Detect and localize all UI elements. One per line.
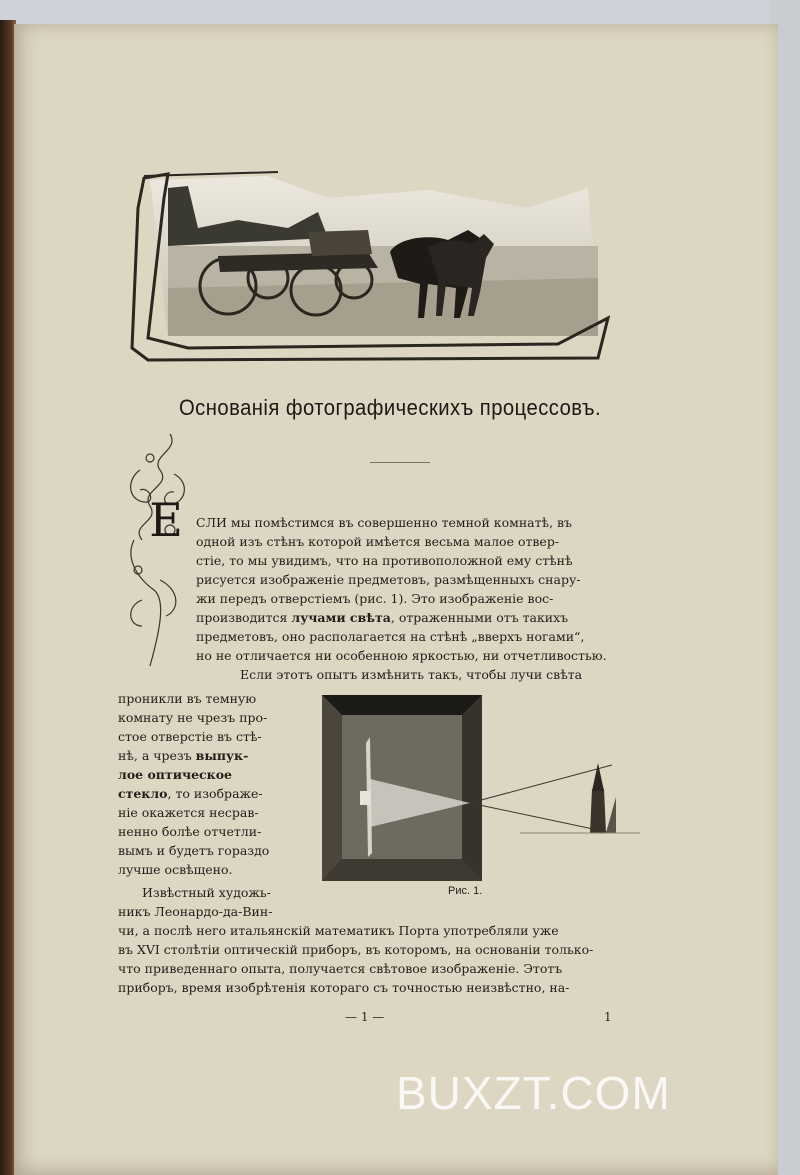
text-line-with-bold	[196, 609, 568, 626]
text-line: въ XVI столѣтіи оптическій приборъ, въ которомъ, на основаніи только-	[118, 942, 594, 957]
text-line: но не отличается ни особенною яркостью, ни отчетливостью.	[196, 648, 607, 663]
text-line-bold	[118, 766, 232, 783]
page-title: Основанія фотографическихъ процессовъ.	[178, 395, 602, 420]
text-line: рисуется изображеніе предметовъ, размѣщенныхъ снару-	[196, 572, 581, 587]
text-line: комнату не чрезъ про-	[118, 710, 268, 725]
text-line: жи передъ отверстіемъ (рис. 1). Это изображеніе вос-	[196, 591, 554, 606]
bold-term: лучами свѣта	[291, 610, 391, 625]
text-line: чи, а послѣ него итальянскій математикъ Порта употребляли уже	[118, 923, 559, 938]
text-line: что приведеннаго опыта, получается свѣтовое изображеніе. Этотъ	[118, 961, 563, 976]
text-line-with-bold	[118, 785, 263, 802]
text-line: никъ Леонардо-да-Вин-	[118, 904, 273, 919]
bold-term: стекло	[118, 786, 168, 801]
text-run: , то изображе-	[167, 786, 263, 801]
bold-term: лое оптическое	[118, 767, 232, 782]
text-line: ніе окажется несрав-	[118, 805, 259, 820]
bold-term: выпук-	[195, 748, 249, 763]
text-line: Извѣстный художь-	[142, 885, 271, 900]
title-divider	[370, 462, 430, 463]
text-line: ненно болѣе отчетли-	[118, 824, 262, 839]
text-line: Если этотъ опытъ измѣнить такъ, чтобы лучи свѣта	[240, 667, 583, 682]
text-run: нѣ, а чрезъ	[118, 748, 192, 763]
floral-ornament-icon	[120, 430, 192, 670]
text-line: стіе, то мы увидимъ, что на противоположной ему стѣнѣ	[196, 553, 573, 568]
text-line: проникли въ темную	[118, 691, 257, 706]
page-number-right: 1	[604, 1010, 612, 1024]
watermark-text: BUXZT.COM	[396, 1067, 671, 1119]
horse-carriage-engraving-icon	[128, 168, 610, 364]
text-line: СЛИ мы помѣстимся въ совершенно темной комнатѣ, въ	[196, 515, 573, 530]
text-line: лучше освѣщено.	[118, 862, 233, 877]
page-number-center: — 1 —	[345, 1010, 385, 1024]
text-line: вымъ и будетъ гораздо	[118, 843, 270, 858]
text-line: приборъ, время изобрѣтенія котораго съ точностью неизвѣстно, на-	[118, 980, 570, 995]
figure-caption: Рис. 1.	[448, 885, 483, 897]
text-line: предметовъ, оно располагается на стѣнѣ „вверхъ ногами“,	[196, 629, 585, 644]
camera-obscura-illustration-icon	[320, 693, 640, 903]
text-line: стое отверстіе въ стѣ-	[118, 729, 262, 744]
drop-cap-letter: Е	[149, 493, 183, 547]
text-line: одной изъ стѣнъ которой имѣется весьма малое отвер-	[196, 534, 560, 549]
text-run: производится	[196, 610, 288, 625]
text-line-with-bold	[118, 747, 248, 764]
text-run: , отраженными отъ такихъ	[390, 610, 569, 625]
